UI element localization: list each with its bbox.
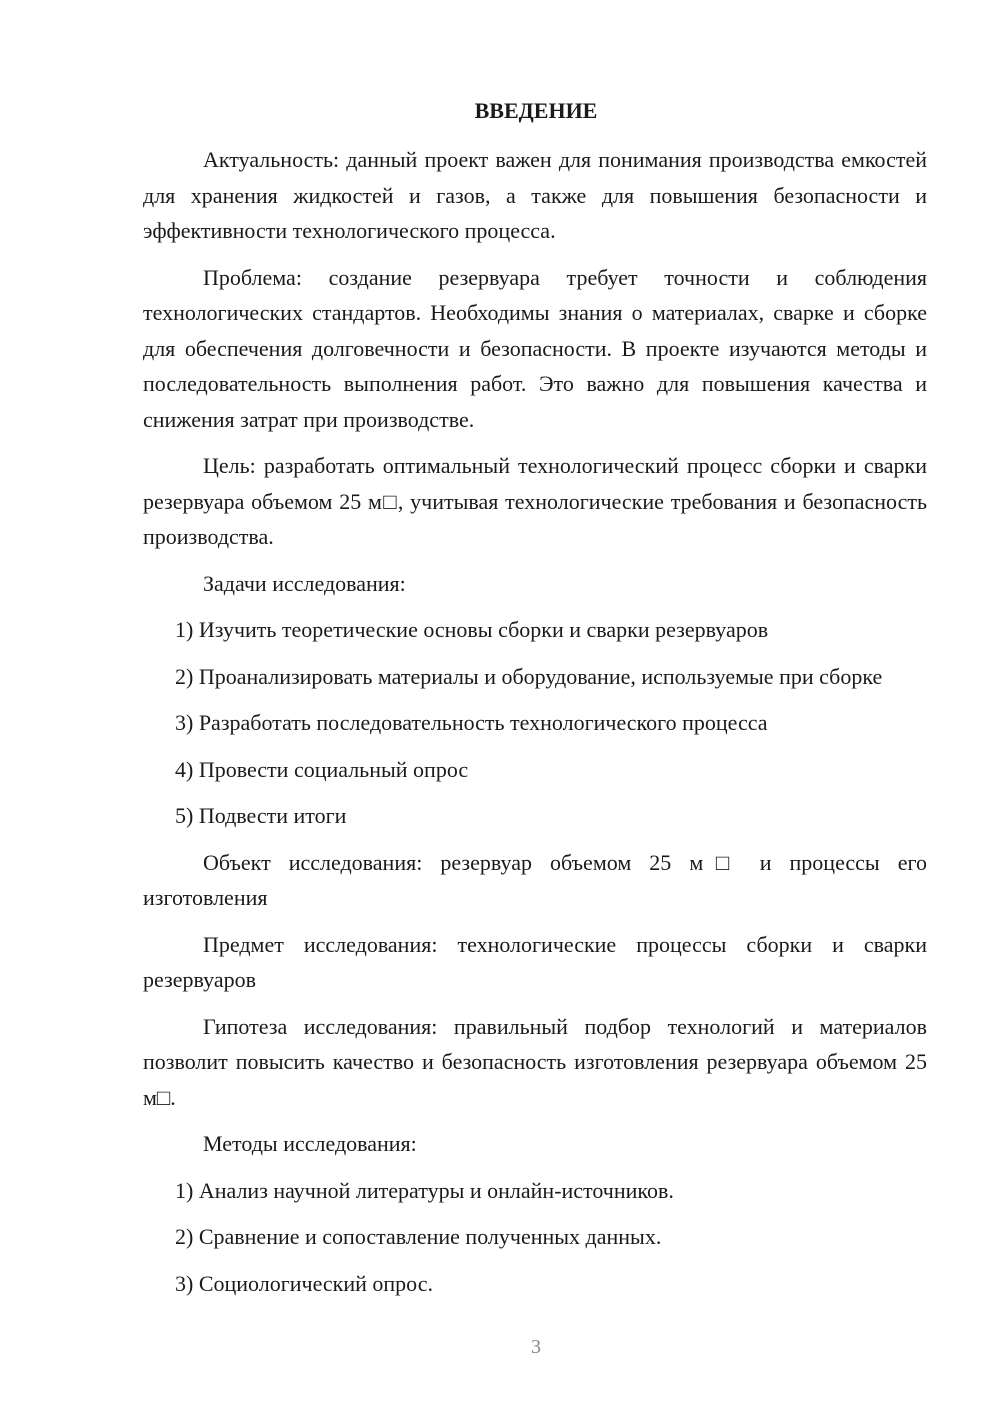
paragraph-relevance: Актуальность: данный проект важен для понимания производства емкостей для хранения жидкостей и газов, а также для повышения безопасности и эффективности технологического процесса. — [143, 147, 927, 243]
page-number: 3 — [531, 1336, 541, 1358]
task-item-5: 5) Подвести итоги — [175, 803, 347, 828]
method-item-3: 3) Социологический опрос. — [175, 1270, 433, 1296]
paragraph-subject: Предмет исследования: технологические процессы сборки и сварки резервуаров — [143, 931, 927, 992]
task-item-2: 2) Проанализировать материалы и оборудование, используемые при сборке — [175, 663, 883, 689]
paragraph-problem: Проблема: создание резервуара требует точности и соблюдения технологических стандартов. Необходимы знания о материалах, сварке и сборке для обеспечения долговечности и безопасности. В проекте изучаются методы и последовательность выполнения работ. Это важно для повышения качества и снижения затрат при производстве. — [143, 264, 927, 432]
paragraph-hypothesis: Гипотеза исследования: правильный подбор технологий и материалов позволит повысить качество и безопасность изготовления резервуара объемом 25 м□. — [143, 1013, 927, 1110]
method-item-2: 2) Сравнение и сопоставление полученных данных. — [175, 1224, 662, 1249]
paragraph-methods-heading: Методы исследования: — [203, 1131, 417, 1156]
task-item-3: 3) Разработать последовательность технологического процесса — [175, 710, 768, 735]
task-item-1: 1) Изучить теоретические основы сборки и сварки резервуаров — [175, 617, 769, 642]
task-item-4: 4) Провести социальный опрос — [175, 756, 469, 782]
method-item-1: 1) Анализ научной литературы и онлайн-источников. — [175, 1177, 674, 1203]
document-body — [143, 142, 927, 1312]
section-heading: ВВЕДЕНИЕ — [474, 98, 598, 123]
paragraph-object: Объект исследования: резервуар объемом 25 м□ и процессы его изготовления — [143, 849, 927, 910]
paragraph-tasks-heading: Задачи исследования: — [203, 570, 406, 596]
paragraph-goal: Цель: разработать оптимальный технологический процесс сборки и сварки резервуара объемом 25 м□, учитывая технологические требования и безопасность производства. — [143, 453, 927, 549]
